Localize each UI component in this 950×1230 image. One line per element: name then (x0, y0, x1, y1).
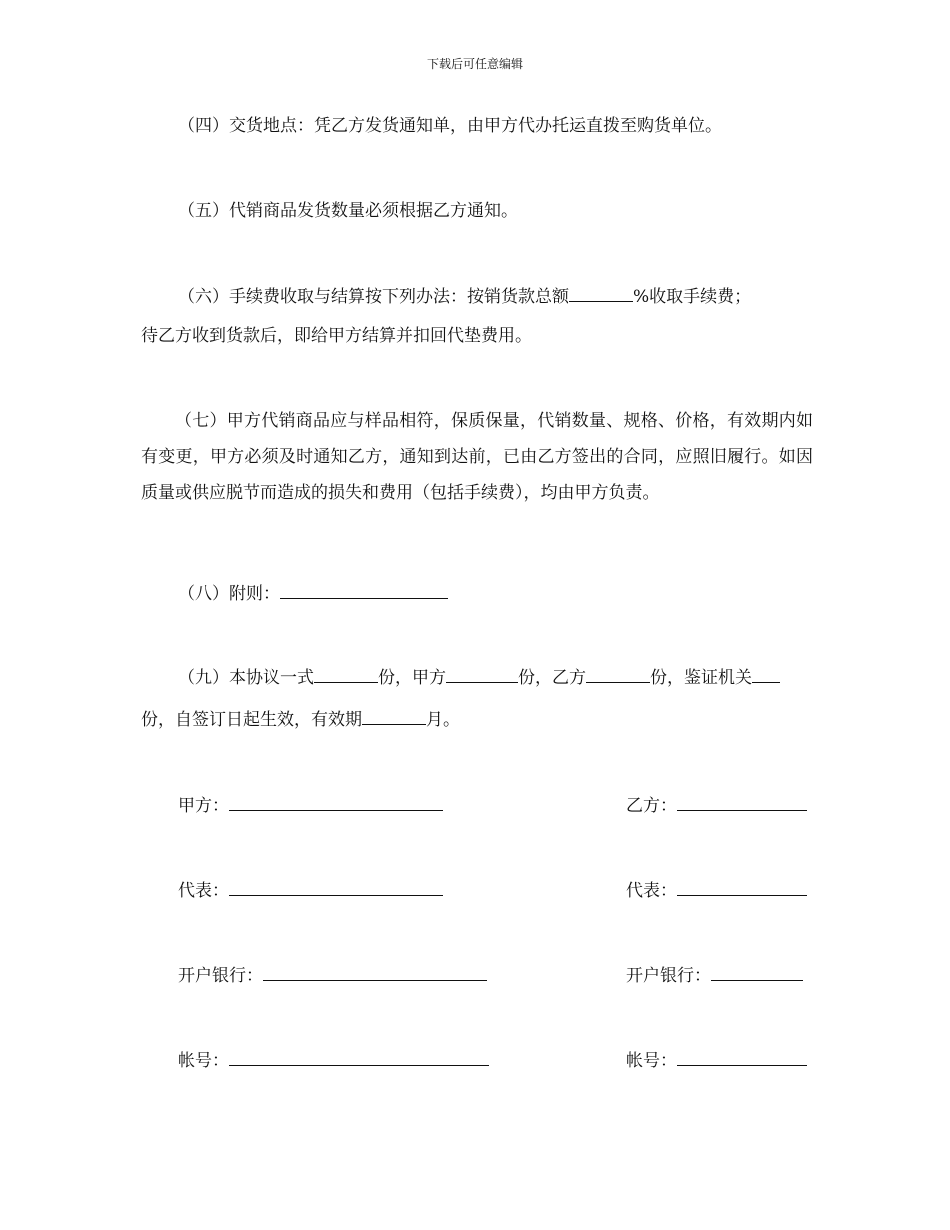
clause-6-line-2: 待乙方收到货款后，即给甲方结算并扣回代垫费用。 (141, 326, 532, 346)
clause-9-line-1 (178, 666, 780, 689)
bank-a-line (178, 964, 487, 987)
fee-rate-blank[interactable] (569, 285, 633, 302)
rep-b-blank[interactable] (677, 879, 807, 896)
bank-a-blank[interactable] (263, 964, 487, 981)
party-a-label: 甲方： (178, 796, 229, 816)
account-a-label: 帐号： (178, 1051, 229, 1071)
account-b-line (626, 1049, 807, 1072)
bank-b-label: 开户银行： (626, 966, 711, 986)
rep-b-label: 代表： (626, 881, 677, 901)
party-b-blank[interactable] (677, 794, 807, 811)
rep-a-blank[interactable] (229, 879, 443, 896)
rep-a-label: 代表： (178, 881, 229, 901)
clause-9-text-f: 月。 (426, 710, 460, 730)
clause-8 (178, 582, 448, 605)
account-b-label: 帐号： (626, 1051, 677, 1071)
clause-5: （五）代销商品发货数量必须根据乙方通知。 (178, 201, 518, 221)
clause-4: （四）交货地点：凭乙方发货通知单，由甲方代办托运直拨至购货单位。 (178, 116, 722, 136)
authority-copies-blank[interactable] (752, 666, 780, 683)
clause-9-text-d: 份，鉴证机关 (650, 668, 752, 688)
party-a-copies-blank[interactable] (446, 666, 518, 683)
appendix-blank[interactable] (280, 582, 448, 599)
clause-9-text-a: （九）本协议一式 (178, 668, 314, 688)
clause-9-text-c: 份，乙方 (518, 668, 586, 688)
clause-6-text-b: %收取手续费； (633, 287, 752, 307)
clause-9-line-2 (141, 708, 460, 731)
clause-6-text-a: （六）手续费收取与结算按下列办法：按销货款总额 (178, 287, 569, 307)
clause-8-text: （八）附则： (178, 584, 280, 604)
account-a-line (178, 1049, 489, 1072)
page-header: 下载后可任意编辑 (426, 57, 523, 71)
rep-b-line (626, 879, 807, 902)
party-a-blank[interactable] (229, 794, 443, 811)
party-a-line (178, 794, 443, 817)
clause-9-text-b: 份，甲方 (378, 668, 446, 688)
clause-9-text-e: 份，自签订日起生效，有效期 (141, 710, 362, 730)
account-a-blank[interactable] (229, 1049, 489, 1066)
party-b-label: 乙方： (626, 796, 677, 816)
bank-b-blank[interactable] (711, 964, 803, 981)
party-b-copies-blank[interactable] (586, 666, 650, 683)
validity-months-blank[interactable] (362, 708, 426, 725)
total-copies-blank[interactable] (314, 666, 378, 683)
rep-a-line (178, 879, 443, 902)
clause-7: （七）甲方代销商品应与样品相符，保质保量，代销数量、规格、价格，有效期内如有变更，甲方必须及时通知乙方，通知到达前，已由乙方签出的合同，应照旧履行。如因质量或供应脱节而造成的损失和费用（包括手续费），均由甲方负责。 (141, 411, 813, 503)
party-b-line (626, 794, 807, 817)
bank-b-line (626, 964, 803, 987)
bank-a-label: 开户银行： (178, 966, 263, 986)
account-b-blank[interactable] (677, 1049, 807, 1066)
clause-6-line-1 (178, 285, 751, 308)
